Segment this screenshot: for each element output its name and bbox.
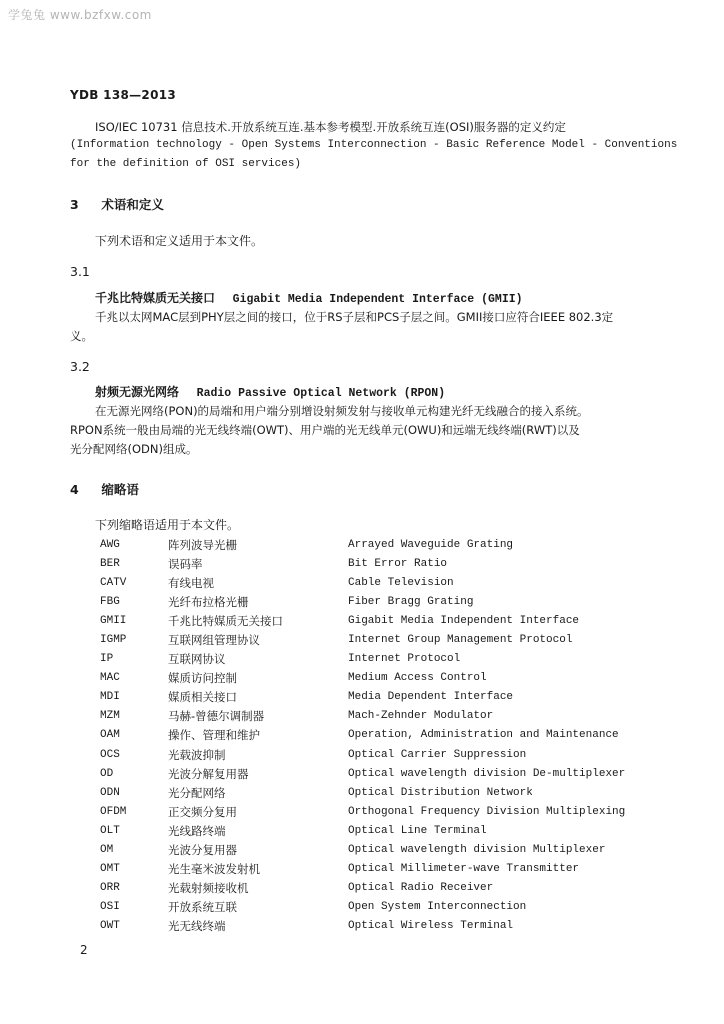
abbreviation-en: Medium Access Control: [348, 672, 487, 685]
abbreviation-row: [100, 821, 625, 840]
abbreviation-code: ORR: [100, 882, 120, 895]
abbreviation-code: OAM: [100, 729, 120, 742]
abbreviation-code: IGMP: [100, 634, 127, 647]
abbreviation-en: Internet Protocol: [348, 653, 461, 666]
abbreviation-en: Optical wavelength division De-multiplexer: [348, 767, 626, 780]
abbreviation-cn: 媒质访问控制: [168, 671, 237, 686]
abbreviation-code: IP: [100, 653, 114, 666]
abbreviation-row: [100, 726, 625, 745]
term-definition-line: 义。: [70, 329, 93, 343]
abbreviation-cn: 千兆比特媒质无关接口: [168, 613, 283, 628]
section-3-intro: 下列术语和定义适用于本文件。: [95, 234, 264, 248]
abbreviation-cn: 光载射频接收机: [168, 881, 249, 896]
abbreviation-cn: 开放系统互联: [168, 900, 237, 915]
term-number: 3.2: [70, 359, 90, 374]
abbreviation-row: [100, 611, 625, 630]
term-name-cn: 千兆比特媒质无关接口: [95, 291, 216, 305]
abbreviation-code: OSI: [100, 901, 120, 914]
section-4-intro: 下列缩略语适用于本文件。: [95, 518, 240, 532]
page-number: 2: [80, 943, 88, 957]
term-name-en: Gigabit Media Independent Interface (GMII): [232, 293, 523, 306]
abbreviation-code: OD: [100, 767, 114, 780]
abbreviation-row: [100, 650, 625, 669]
abbreviation-row: [100, 879, 625, 898]
abbreviation-en: Arrayed Waveguide Grating: [348, 538, 514, 551]
abbreviation-en: Internet Group Management Protocol: [348, 634, 573, 647]
abbreviation-row: [100, 802, 625, 821]
abbreviation-cn: 光生毫米波发射机: [168, 862, 260, 877]
abbreviation-en: Optical Wireless Terminal: [348, 920, 514, 933]
abbreviation-row: [100, 592, 625, 611]
abbreviation-cn: 光波分复用器: [168, 843, 237, 858]
abbreviation-row: [100, 535, 625, 554]
abbreviation-cn: 正交频分复用: [168, 804, 237, 819]
abbreviation-en: Bit Error Ratio: [348, 557, 448, 570]
abbreviation-row: [100, 573, 625, 592]
abbreviation-code: OM: [100, 844, 114, 857]
abbreviation-row: [100, 707, 625, 726]
abbreviation-row: [100, 688, 625, 707]
abbreviation-en: Open System Interconnection: [348, 901, 527, 914]
term-title: [95, 289, 523, 309]
abbreviation-cn: 光纤布拉格光栅: [168, 594, 249, 609]
abbreviation-en: Media Dependent Interface: [348, 691, 514, 704]
reference-line-en-1: (Information technology - Open Systems Interconnection - Basic Reference Model - Conventions: [70, 139, 678, 151]
abbreviation-cn: 光载波抑制: [168, 747, 226, 762]
abbreviation-en: Optical Distribution Network: [348, 786, 533, 799]
abbreviation-code: AWG: [100, 538, 120, 551]
term-name-en: Radio Passive Optical Network (RPON): [196, 387, 446, 400]
abbreviation-en: Optical Carrier Suppression: [348, 748, 527, 761]
term-number: 3.1: [70, 264, 90, 279]
abbreviation-row: [100, 898, 625, 917]
section-number: 3: [70, 197, 79, 212]
abbreviation-code: OFDM: [100, 805, 127, 818]
abbreviation-en: Cable Television: [348, 576, 454, 589]
abbreviation-code: GMII: [100, 614, 127, 627]
abbreviation-row: [100, 630, 625, 649]
abbreviation-en: Optical wavelength division Multiplexer: [348, 844, 606, 857]
abbreviation-code: OLT: [100, 824, 120, 837]
abbreviation-en: Optical Line Terminal: [348, 824, 487, 837]
abbreviation-en: Operation, Administration and Maintenance: [348, 729, 619, 742]
section-4-heading: [70, 480, 139, 498]
section-title: 术语和定义: [101, 197, 164, 212]
abbreviation-row: [100, 745, 625, 764]
abbreviation-en: Mach-Zehnder Modulator: [348, 710, 494, 723]
abbreviation-row: [100, 764, 625, 783]
abbreviation-cn: 互联网协议: [168, 652, 226, 667]
abbreviation-row: [100, 917, 625, 936]
abbreviation-code: MZM: [100, 710, 120, 723]
document-code: YDB 138—2013: [70, 88, 177, 102]
abbreviation-code: MAC: [100, 672, 120, 685]
term-definition-line: 千兆以太网MAC层到PHY层之间的接口，位于RS子层和PCS子层之间。GMII接口应符合IEEE 802.3定: [95, 310, 614, 324]
abbreviation-cn: 光波分解复用器: [168, 766, 249, 781]
section-title: 缩略语: [101, 482, 139, 497]
abbreviation-code: OMT: [100, 863, 120, 876]
abbreviation-row: [100, 554, 625, 573]
abbreviation-code: OCS: [100, 748, 120, 761]
abbreviation-row: [100, 860, 625, 879]
abbreviation-cn: 操作、管理和维护: [168, 728, 260, 743]
abbreviation-row: [100, 669, 625, 688]
abbreviation-code: BER: [100, 557, 120, 570]
term-definition-line: 光分配网络(ODN)组成。: [70, 442, 198, 456]
abbreviation-row: [100, 841, 625, 860]
section-number: 4: [70, 482, 79, 497]
abbreviation-table: [100, 535, 625, 936]
abbreviation-code: OWT: [100, 920, 120, 933]
abbreviation-cn: 媒质相关接口: [168, 690, 237, 705]
reference-line-cn: ISO/IEC 10731 信息技术.开放系统互连.基本参考模型.开放系统互连(OSI)服务器的定义约定: [95, 120, 566, 134]
abbreviation-cn: 互联网组管理协议: [168, 633, 260, 648]
abbreviation-code: MDI: [100, 691, 120, 704]
abbreviation-cn: 有线电视: [168, 575, 214, 590]
abbreviation-en: Orthogonal Frequency Division Multiplexing: [348, 805, 626, 818]
term-title: [95, 383, 445, 403]
abbreviation-cn: 马赫-曾德尔调制器: [168, 709, 265, 724]
abbreviation-code: FBG: [100, 595, 120, 608]
abbreviation-cn: 阵列波导光栅: [168, 537, 237, 552]
abbreviation-cn: 光分配网络: [168, 785, 226, 800]
term-definition-line: 在无源光网络(PON)的局端和用户端分别增设射频发射与接收单元构建光纤无线融合的接入系统。: [95, 404, 589, 418]
abbreviation-en: Optical Radio Receiver: [348, 882, 494, 895]
abbreviation-cn: 光无线终端: [168, 919, 226, 934]
abbreviation-code: CATV: [100, 576, 127, 589]
abbreviation-en: Gigabit Media Independent Interface: [348, 614, 580, 627]
abbreviation-en: Optical Millimeter-wave Transmitter: [348, 863, 580, 876]
reference-line-en-2: for the definition of OSI services): [70, 158, 302, 170]
term-name-cn: 射频无源光网络: [95, 385, 180, 399]
section-3-heading: [70, 195, 164, 213]
abbreviation-code: ODN: [100, 786, 120, 799]
abbreviation-row: [100, 783, 625, 802]
abbreviation-cn: 光线路终端: [168, 823, 226, 838]
abbreviation-cn: 误码率: [168, 556, 203, 571]
abbreviation-en: Fiber Bragg Grating: [348, 595, 474, 608]
term-definition-line: RPON系统一般由局端的光无线终端(OWT)、用户端的光无线单元(OWU)和远端无线终端(RWT)以及: [70, 423, 580, 437]
watermark: 学兔兔 www.bzfxw.com: [8, 8, 152, 22]
